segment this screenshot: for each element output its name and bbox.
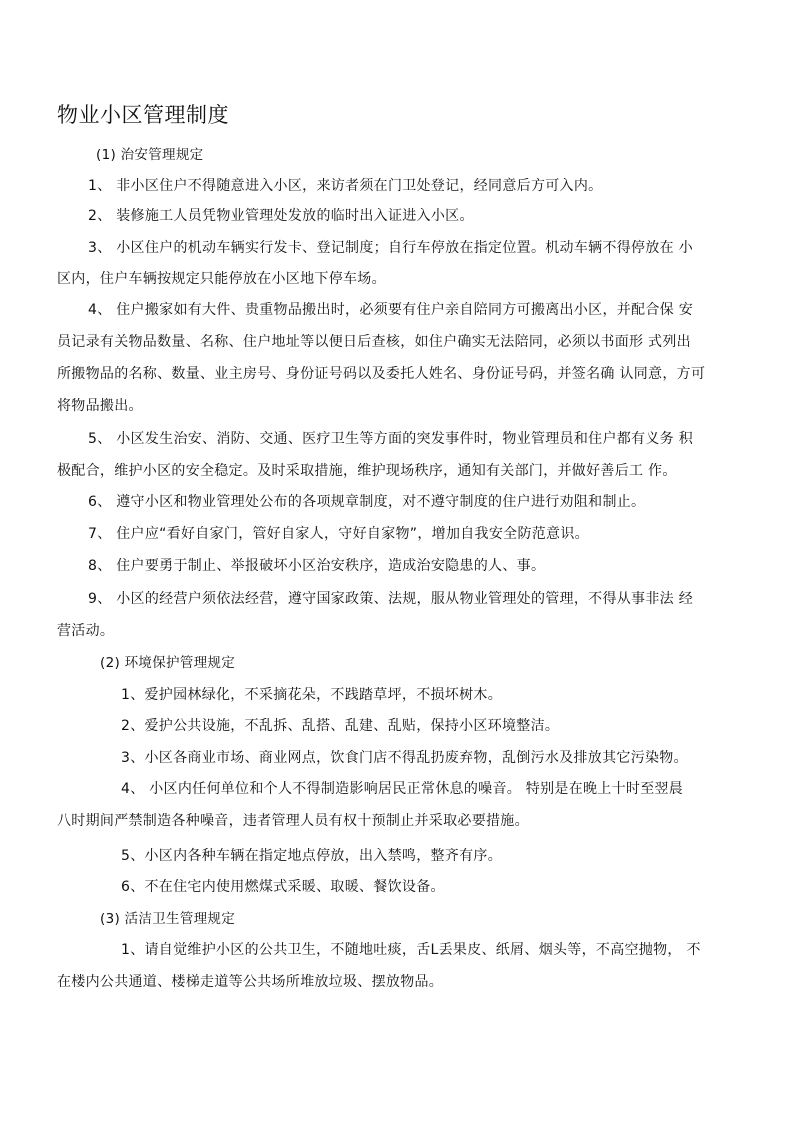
security-rule-4-line-4: 将物品搬出。: [57, 398, 143, 414]
environment-rule-1: 1、爱护园林绿化，不采摘花朵，不践踏草坪，不损坏树木。: [121, 687, 503, 703]
security-rule-9-line-2: 营活动。: [57, 623, 115, 639]
security-rule-3-line-2: 区内，住户车辆按规定只能停放在小区地下停车场。: [57, 271, 386, 287]
environment-rule-5: 5、小区内各种车辆在指定地点停放，出入禁鸣，整齐有序。: [121, 848, 503, 864]
section-heading-environment: (2) 环境保护管理规定: [100, 655, 236, 671]
security-rule-9-line-1: 9、 小区的经营户须依法经营，遵守国家政策、法规，服从物业管理处的管理，不得从事非法 经: [88, 591, 694, 607]
security-rule-5-line-2: 极配合，维护小区的安全稳定。及时采取措施，维护现场秩序，通知有关部门，并做好善后工 作。: [57, 463, 677, 479]
security-rule-2: 2、 装修施工人员凭物业管理处发放的临时出入证进入小区。: [88, 208, 474, 224]
security-rule-1: 1、 非小区住户不得随意进入小区，来访者须在门卫处登记，经同意后方可入内。: [88, 178, 603, 194]
environment-rule-2: 2、爱护公共设施，不乱拆、乱搭、乱建、乱贴，保持小区环境整洁。: [121, 718, 560, 734]
section-heading-security: (1) 治安管理规定: [96, 147, 204, 163]
security-rule-5-line-1: 5、 小区发生治安、消防、交通、医疗卫生等方面的突发事件时，物业管理员和住户都有义务 积: [88, 431, 694, 447]
environment-rule-4-line-1: 4、 小区内任何单位和个人不得制造影响居民正常休息的噪音。 特别是在晚上十时至翌晨: [121, 781, 684, 797]
hygiene-rule-1-line-1: 1、请自觉维护小区的公共卫生，不随地吐痰，舌L丢果皮、纸屑、烟头等，不高空抛物， 不: [121, 942, 701, 958]
security-rule-4-line-3: 所搬物品的名称、数量、业主房号、身份证号码以及委托人姓名、身份证号码，并签名确 认同意，方可: [57, 366, 706, 382]
security-rule-8: 8、 住户要勇于制止、举报破坏小区治安秩序，造成治安隐患的人、事。: [88, 558, 546, 574]
document-title: 物业小区管理制度: [57, 103, 229, 127]
security-rule-6: 6、 遵守小区和物业管理处公布的各项规章制度，对不遵守制度的住户进行劝阻和制止。: [88, 494, 646, 510]
security-rule-7: 7、 住户应“看好自家门，管好自家人，守好自家物”，增加自我安全防范意识。: [88, 526, 589, 542]
security-rule-3-line-1: 3、 小区住户的机动车辆实行发卡、登记制度；自行车停放在指定位置。机动车辆不得停放在 小: [88, 240, 694, 256]
environment-rule-3: 3、小区各商业市场、商业网点，饮食门店不得乱扔废弃物，乱倒污水及排放其它污染物。: [121, 750, 688, 766]
section-heading-hygiene: (3) 活洁卫生管理规定: [100, 911, 236, 927]
hygiene-rule-1-line-2: 在楼内公共通道、楼梯走道等公共场所堆放垃圾、摆放物品。: [57, 974, 444, 990]
security-rule-4-line-1: 4、 住户搬家如有大件、贵重物品搬出时，必须要有住户亲自陪同方可搬离出小区，并配合保 安: [88, 302, 694, 318]
environment-rule-6: 6、不在住宅内使用燃煤式采暖、取暖、餐饮设备。: [121, 879, 445, 895]
environment-rule-4-line-2: 八时期间严禁制造各种噪音，违者管理人员有权十预制止并采取必要措施。: [57, 813, 529, 829]
security-rule-4-line-2: 员记录有关物品数量、名称、住户地址等以便日后查核，如住户确实无法陪同，必须以书面形 式列出: [57, 334, 691, 350]
